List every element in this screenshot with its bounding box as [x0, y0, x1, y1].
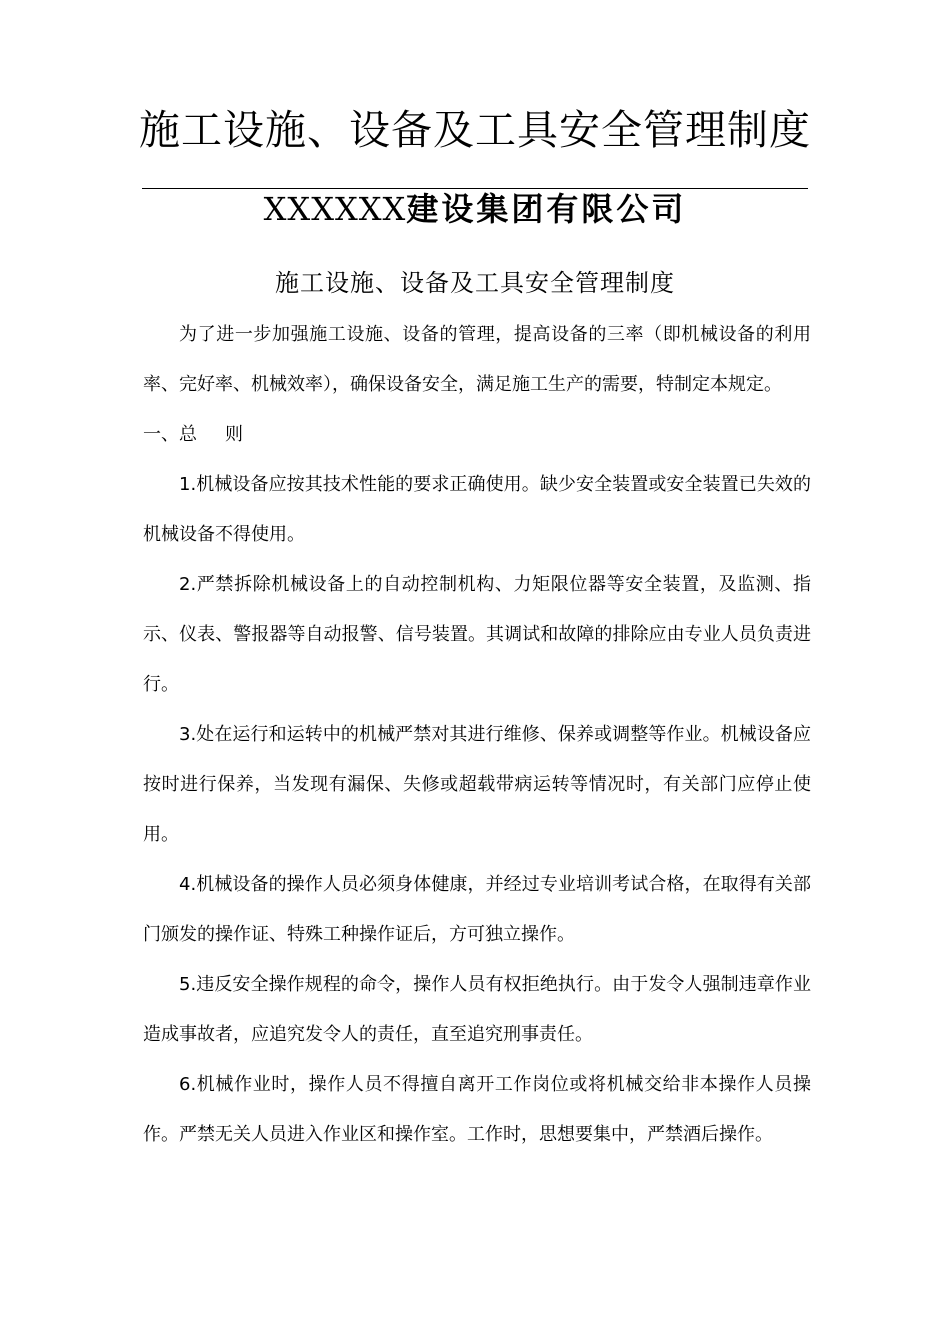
- company-name: 建设集团有限公司: [406, 190, 687, 228]
- section-heading: [143, 410, 811, 460]
- clause-paragraph: 4.机械设备的操作人员必须身体健康，并经过专业培训考试合格，在取得有关部门颁发的操作证、特殊工种操作证后，方可独立操作。: [143, 874, 811, 945]
- clause-paragraph: 3.处在运行和运转中的机械严禁对其进行维修、保养或调整等作业。机械设备应按时进行保养，当发现有漏保、失修或超载带病运转等情况时，有关部门应停止使用。: [143, 724, 811, 845]
- section-char-1: 总: [179, 424, 197, 445]
- intro-paragraph: 为了进一步加强施工设施、设备的管理，提高设备的三率（即机械设备的利用率、完好率、机械效率），确保设备安全，满足施工生产的需要，特制定本规定。: [143, 324, 811, 395]
- clause-paragraph: 1.机械设备应按其技术性能的要求正确使用。缺少安全装置或安全装置已失效的机械设备不得使用。: [143, 474, 811, 545]
- document-body: [143, 310, 811, 1160]
- sub-title: 施工设施、设备及工具安全管理制度: [275, 269, 675, 297]
- company-line: [0, 186, 950, 232]
- clause-paragraph: 5.违反安全操作规程的命令，操作人员有权拒绝执行。由于发令人强制违章作业造成事故者，应追究发令人的责任，直至追究刑事责任。: [143, 974, 811, 1045]
- section-number: 一、: [143, 424, 179, 445]
- clause-paragraph: 2.严禁拆除机械设备上的自动控制机构、力矩限位器等安全装置，及监测、指示、仪表、警报器等自动报警、信号装置。其调试和故障的排除应由专业人员负责进行。: [143, 574, 811, 695]
- main-title: 施工设施、设备及工具安全管理制度: [139, 106, 811, 154]
- company-prefix: XXXXXX: [263, 190, 407, 228]
- section-char-2: 则: [225, 424, 243, 445]
- clause-paragraph: 6.机械作业时，操作人员不得擅自离开工作岗位或将机械交给非本操作人员操作。严禁无关人员进入作业区和操作室。工作时，思想要集中，严禁酒后操作。: [143, 1074, 811, 1145]
